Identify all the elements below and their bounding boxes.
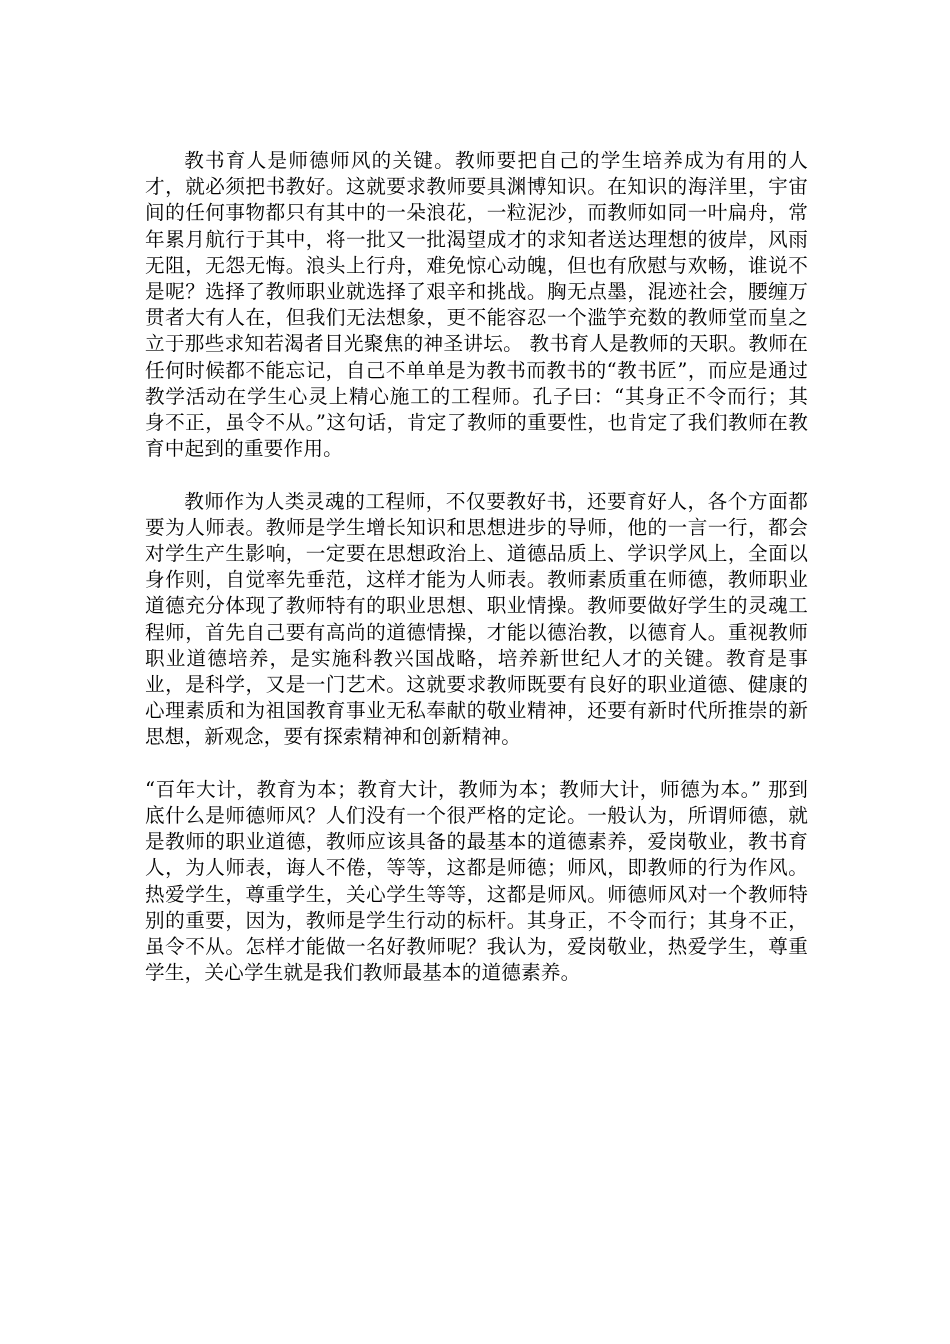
document-body — [145, 148, 808, 1013]
paragraph-3: “百年大计，教育为本；教育大计，教师为本；教师大计，师德为本。” 那到底什么是师德师风？人们没有一个很严格的定论。一般认为，所谓师德，就是教师的职业道德，教师应该具备的最基本的道德素养，爱岗敬业，教书育人，为人师表，诲人不倦，等等，这都是师德；师风，即教师的行为作风。热爱学生，尊重学生，关心学生等等，这都是师风。师德师风对一个教师特别的重要，因为，教师是学生行动的标杆。其身正，不令而行；其身不正，虽令不从。怎样才能做一名好教师呢？我认为，爱岗敬业，热爱学生，尊重学生，关心学生就是我们教师最基本的道德素养。 — [145, 777, 808, 985]
paragraph-2: 教师作为人类灵魂的工程师，不仅要教好书，还要育好人，各个方面都要为人师表。教师是学生增长知识和思想进步的导师，他的一言一行，都会对学生产生影响，一定要在思想政治上、道德品质上、学识学风上，全面以身作则，自觉率先垂范，这样才能为人师表。教师素质重在师德，教师职业道德充分体现了教师特有的职业思想、职业情操。教师要做好学生的灵魂工程师，首先自己要有高尚的道德情操，才能以德治教，以德育人。重视教师职业道德培养，是实施科教兴国战略，培养新世纪人才的关键。教育是事业，是科学，又是一门艺术。这就要求教师既要有良好的职业道德、健康的心理素质和为祖国教育事业无私奉献的敬业精神，还要有新时代所推崇的新思想，新观念，要有探索精神和创新精神。 — [145, 489, 808, 749]
paragraph-1: 教书育人是师德师风的关键。教师要把自己的学生培养成为有用的人才，就必须把书教好。这就要求教师要具渊博知识。在知识的海洋里，宇宙间的任何事物都只有其中的一朵浪花，一粒泥沙，而教师如同一叶扁舟，常年累月航行于其中，将一批又一批渴望成才的求知者送达理想的彼岸，风雨无阻，无怨无悔。浪头上行舟，难免惊心动魄，但也有欣慰与欢畅，谁说不是呢？选择了教师职业就选择了艰辛和挑战。胸无点墨，混迹社会，腰缠万贯者大有人在，但我们无法想象，更不能容忍一个滥竽充数的教师堂而皇之立于那些求知若渴者目光聚焦的神圣讲坛。 教书育人是教师的天职。教师在任何时候都不能忘记，自己不单单是为教书而教书的“教书匠”，而应是通过教学活动在学生心灵上精心施工的工程师。孔子曰：“其身正不令而行；其身不正，虽令不从。”这句话，肯定了教师的重要性，也肯定了我们教师在教育中起到的重要作用。 — [145, 149, 808, 461]
